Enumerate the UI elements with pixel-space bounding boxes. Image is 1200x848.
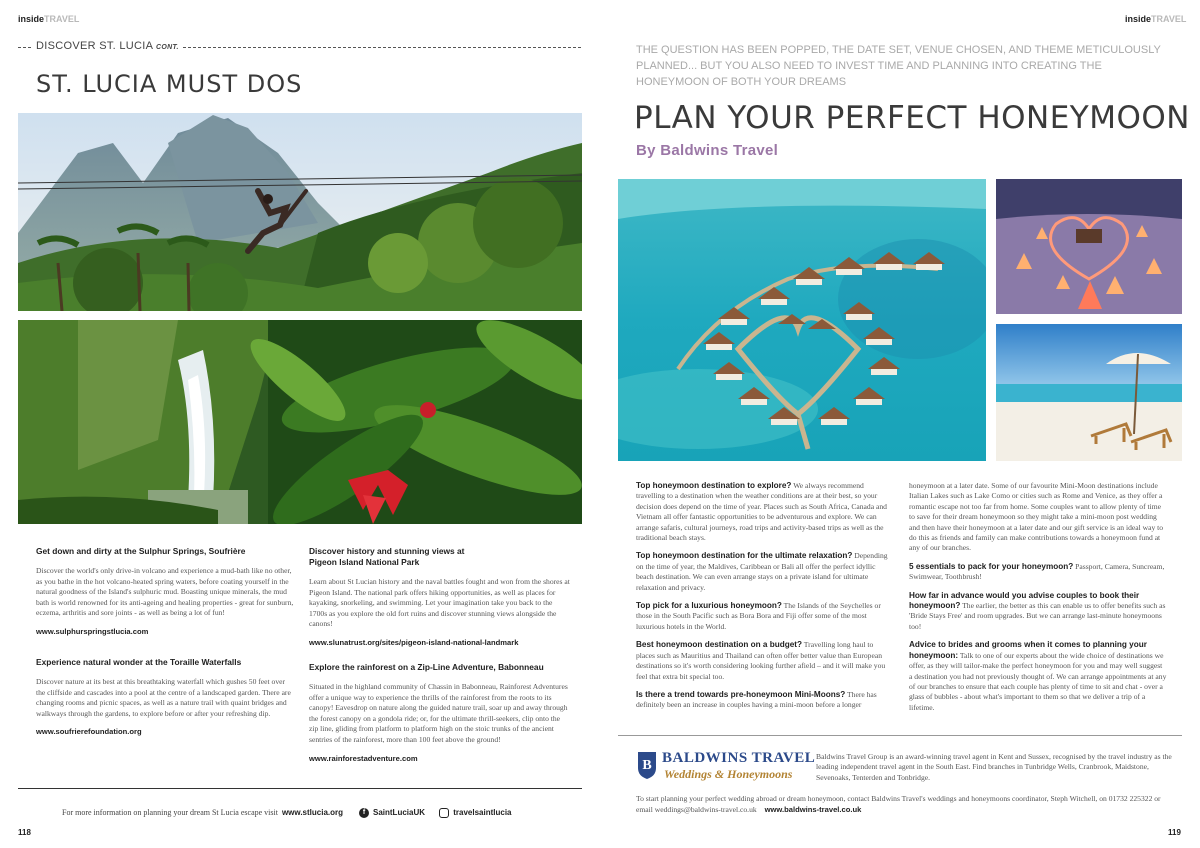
instagram-icon bbox=[439, 808, 449, 818]
intro-text: THE QUESTION HAS BEEN POPPED, THE DATE SET, VENUE CHOSEN, AND THEME METICULOUSLY PLANNED... BUT YOU ALSO NEED TO INVEST TIME AND PLANNING INTO CREATING THE HONEYMOON OF BOTH YOUR DREAMS bbox=[636, 44, 1161, 88]
beach-loungers-photo bbox=[996, 324, 1182, 461]
article-heading: Discover history and stunning views at Pigeon Island National Park bbox=[309, 546, 465, 567]
waterfall-rainforest-photo bbox=[18, 320, 582, 524]
section-label-text: DISCOVER ST. LUCIA bbox=[36, 40, 153, 52]
qa-column-1 bbox=[636, 481, 892, 719]
qa-question: Top pick for a luxurious honeymoon? bbox=[636, 601, 782, 611]
qa-item bbox=[636, 640, 892, 682]
crest-initial: B bbox=[642, 758, 652, 773]
qa-answer: Travelling long haul to places such as Mauritius and Thailand can often offer better value than European destinations so it's worth considering looking further afield – and it will make you feel that extra bit special too. bbox=[636, 640, 886, 681]
article-body: Situated in the highland community of Chassin in Babonneau, Rainforest Adventures offer a unique way to experience the thrills of the rainforest from the roots to its canopy! Eavesdrop on nature along the guided nature trail, soar up and away through the forest canopy on a gondola ride; or, for the ultimate thrill-seekers, clip onto the zip line, gliding from platform to platform high on the stoic trunks of the ancient sentries of the rainforest, more than 100 feet above the ground! bbox=[309, 682, 568, 744]
masthead-inside: inside bbox=[1125, 14, 1152, 24]
facebook-handle: SaintLuciaUK bbox=[373, 808, 426, 817]
masthead-inside: inside bbox=[18, 14, 45, 24]
page-title-left: ST. LUCIA MUST DOS bbox=[36, 70, 303, 98]
qa-question: Advice to brides and grooms when it comes to planning your honeymoon: bbox=[909, 640, 1147, 660]
qa-item bbox=[909, 591, 1167, 633]
article-body: Discover the world's only drive-in volcano and experience a mud-bath like no other, as you bathe in the hot volcano-heated spring waters, before coating yourself in the natural goodness of the Island's sulphuric mud. Boasting unique minerals, the mud bath is world renowned for its anti-ageing and healing properties - great for sunburn, eczema, arthritis and sore joints - as well as being a lot of fun! bbox=[36, 566, 294, 618]
article-heading: Get down and dirty at the Sulphur Springs, Soufrière bbox=[36, 546, 246, 556]
qa-answer: Depending on the time of year, the Maldives, Caribbean or Bali all offer the perfect idyllic beach destination. We can even arrange stays on a private island for ultimate relaxation and privacy. bbox=[636, 551, 888, 592]
footer-text: For more information on planning your dream St Lucia escape visit bbox=[62, 808, 278, 817]
qa-item bbox=[909, 640, 1167, 713]
facebook-icon: f bbox=[359, 808, 369, 818]
qa-answer: There has definitely been an increase in couples having a mini-moon before a longer bbox=[636, 689, 877, 710]
heart-candles-photo bbox=[996, 179, 1182, 314]
overwater-villas-photo bbox=[618, 179, 986, 461]
article-heading: Experience natural wonder at the Toraille Waterfalls bbox=[36, 657, 242, 667]
article-toraille-waterfalls bbox=[36, 657, 294, 736]
qa-question: Top honeymoon destination to explore? bbox=[636, 481, 792, 490]
qa-item bbox=[636, 601, 892, 632]
masthead-left bbox=[18, 14, 79, 24]
qa-answer: We always recommend travelling to a destination when the weather conditions are at their best, so your decision does depend on the time of year. Places such as South Africa, Canada and Vietnam all offer fantastic opportunities to be adventurous and explore. We can arrange safaris, cultural journeys, road trips and activity-based trips as well as the traditional beach stays. bbox=[636, 481, 887, 543]
masthead-travel: TRAVEL bbox=[1151, 14, 1187, 24]
instagram-handle: travelsaintlucia bbox=[453, 808, 512, 817]
baldwins-crest-icon bbox=[636, 750, 658, 780]
footer-left bbox=[62, 802, 512, 820]
qa-question: Is there a trend towards pre-honeymoon Mini-Moons? bbox=[636, 689, 846, 699]
masthead-right bbox=[1125, 14, 1186, 24]
qa-answer: The earlier, the better as this can enable us to offer benefits such as 'Bride Stays Free' and room upgrades. But we can arrange last-minute honeymoons too! bbox=[909, 601, 1166, 631]
qa-answer: Passport, Camera, Suncream, Swimwear, Toothbrush! bbox=[909, 561, 1165, 582]
qa-question: 5 essentials to pack for your honeymoon? bbox=[909, 561, 1074, 571]
section-label-cont: CONT. bbox=[156, 44, 179, 51]
page-number-right: 119 bbox=[1168, 828, 1181, 837]
zipline-pitons-photo bbox=[18, 113, 582, 311]
qa-item bbox=[909, 481, 1167, 554]
qa-answer: Talk to one of our experts about the wide choice of destinations we offer, as they will tailor-make the perfect honeymoon for you and may well suggest a destination you had not previously thought of. We can arrange appointments at any of our branches to ensure that each couple has plenty of time to sit and chat - over a glass of bubbles - about what's important to them so that we deliver a trip of a lifetime. bbox=[909, 650, 1167, 712]
qa-question: Top honeymoon destination for the ultimate relaxation? bbox=[636, 551, 853, 561]
section-label bbox=[32, 40, 183, 52]
qa-answer: honeymoon at a later date. Some of our favourite Mini-Moon destinations include Italian Lakes such as Lake Como or cities such as Rome and Venice, as they offer a romantic escape not too far from home. Some couples want to allow plenty of time to save for their dream honeymoon so they might take a mini-moon post wedding and then have their honeymoon at a later date and our gift service is an ideal way to do this as friends and family can make contributions towards a honeymoon fund at any of our branches. bbox=[909, 481, 1164, 553]
contact-text bbox=[636, 794, 1176, 815]
article-body: Learn about St Lucian history and the naval battles fought and won from the shores at Pigeon Island. The national park offers hiking opportunities, as well as places for kayaking, snorkeling, and swimming. Let your imagination take you back to the 1700s as you explore the old fort ruins and discover stunning views alongside the canons! bbox=[309, 577, 570, 629]
article-link[interactable]: www.sulphurspringstlucia.com bbox=[36, 626, 149, 636]
footer-rule-left bbox=[18, 788, 582, 789]
byline: By Baldwins Travel bbox=[636, 142, 779, 159]
article-link[interactable]: www.slunatrust.org/sites/pigeon-island-national-landmark bbox=[309, 637, 519, 647]
qa-item bbox=[636, 551, 892, 593]
footer-site-link[interactable]: www.stlucia.org bbox=[281, 808, 343, 817]
qa-item bbox=[636, 690, 892, 711]
qa-answer: The Islands of the Seychelles or those in the South Pacific such as Bora Bora and Fiji offer some of the most luxurious hotels in the World. bbox=[636, 601, 881, 631]
logo-subtitle: Weddings & Honeymoons bbox=[664, 767, 793, 781]
article-link[interactable]: www.rainforestadventure.com bbox=[309, 753, 418, 763]
contact-site-link[interactable]: www.baldwins-travel.co.uk bbox=[764, 804, 862, 814]
footer-rule-right bbox=[618, 735, 1182, 736]
qa-column-2 bbox=[909, 481, 1167, 721]
page-number-left: 118 bbox=[18, 828, 31, 837]
instagram-link[interactable] bbox=[439, 808, 511, 817]
article-pigeon-island bbox=[309, 546, 571, 647]
article-body: Discover nature at its best at this breathtaking waterfall which gushes 50 feet over the cliffside and cascades into a pool at the centre of a landscaped garden. There are changing rooms and picnic spaces, as well as a nature trail with quaint bridges and walkways through the gardens, to explore before or after your refreshing dip. bbox=[36, 677, 291, 718]
baldwins-logo bbox=[636, 748, 816, 784]
article-zipline-adventure bbox=[309, 662, 571, 763]
article-sulphur-springs bbox=[36, 546, 294, 636]
page-title-right: PLAN YOUR PERFECT HONEYMOON bbox=[634, 100, 1190, 136]
facebook-link[interactable] bbox=[359, 808, 427, 817]
masthead-travel: TRAVEL bbox=[44, 14, 80, 24]
qa-item bbox=[636, 481, 892, 543]
contact-body: To start planning your perfect wedding abroad or dream honeymoon, contact Baldwins Travel's weddings and honeymoons coordinator, Steph Witchell, on 01732 225322 or email weddings@baldwins-travel.co.uk bbox=[636, 794, 1161, 814]
about-text: Baldwins Travel Group is an award-winning travel agent in Kent and Sussex, recognised by the travel industry as the leading independent travel agent in the South East. Find branches in Tunbridge Wells, Cranbrook, Maidstone, Sevenoaks, Tenterden and Tonbridge. bbox=[816, 752, 1172, 782]
article-heading: Explore the rainforest on a Zip-Line Adventure, Babonneau bbox=[309, 662, 544, 672]
article-link[interactable]: www.soufrierefoundation.org bbox=[36, 727, 142, 737]
qa-question: How far in advance would you advise couples to book their honeymoon? bbox=[909, 590, 1140, 611]
qa-item bbox=[909, 562, 1167, 583]
logo-name: BALDWINS TRAVEL bbox=[662, 750, 816, 766]
qa-question: Best honeymoon destination on a budget? bbox=[636, 640, 803, 650]
